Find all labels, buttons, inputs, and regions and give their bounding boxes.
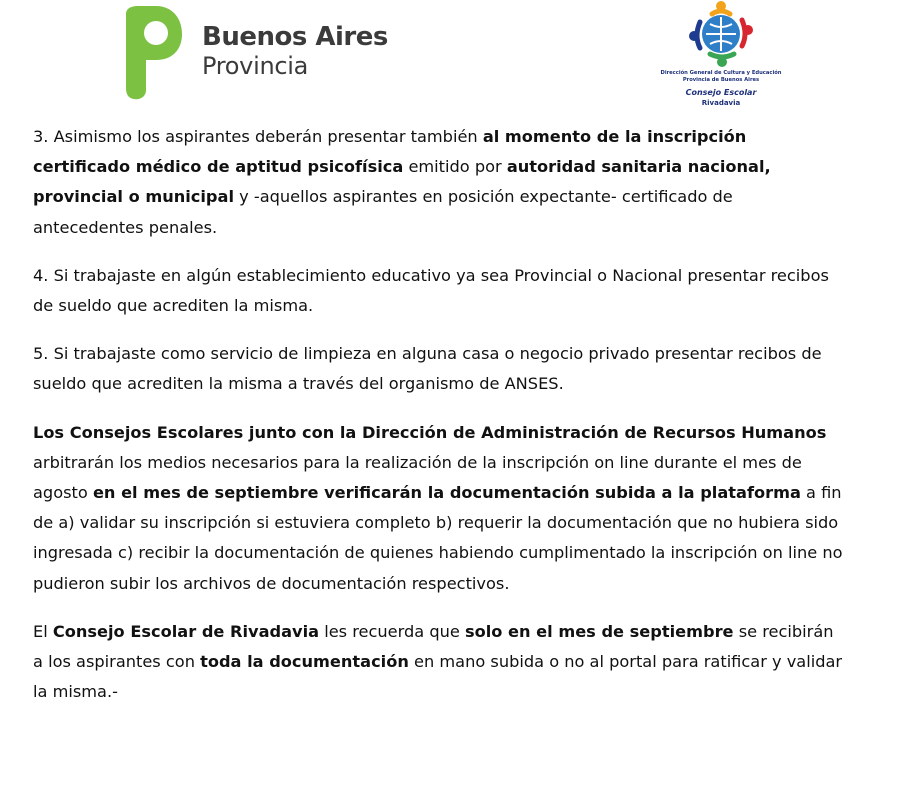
text-run: a fin de a) validar su inscripción si estuviera completo b) requerir la documentación que no hubiera sido ingresada c) recibir la documentación de quienes habiendo cumplimentado la inscripción on line no pudieron subir los archivos de documentación respectivos. — [33, 483, 843, 593]
bold-text-run: autoridad sanitaria nacional, provincial o municipal — [33, 157, 771, 207]
text-run: 3. Asimismo los aspirantes deberán presentar también — [33, 127, 483, 146]
paragraph-item-5 — [33, 339, 845, 399]
text-run: 4. Si trabajaste en algún establecimiento educativo ya sea Provincial o Nacional presentar recibos de sueldo que acrediten la misma. — [33, 265, 829, 316]
document-header — [0, 0, 911, 120]
text-run: El — [33, 621, 53, 641]
document-body — [33, 122, 845, 725]
provincia-p-logo-icon — [112, 4, 184, 100]
text-run: se recibirán a los aspirantes con — [33, 621, 834, 672]
text-run: arbitrarán los medios necesarios para la realización de la inscripción on line durante el mes de agosto — [33, 452, 802, 503]
bold-text-run: Consejo Escolar de Rivadavia — [52, 621, 320, 641]
bold-text-run: al momento de la inscripción certificado médico de aptitud psicofísica — [33, 127, 747, 177]
buenos-aires-provincia-logo — [112, 4, 392, 104]
text-run: les recuerda que — [319, 621, 465, 641]
logo-line-province: Provincia de Buenos Aires — [682, 77, 760, 83]
text-run: en mano subida o no al portal para ratificar y validar la misma.- — [33, 652, 843, 702]
logo-line-rivadavia: Rivadavia — [701, 99, 741, 107]
logo-line-consejo: Consejo Escolar — [685, 88, 757, 97]
text-run: y -aquellos aspirantes en posición expectante- certificado de antecedentes penales. — [33, 187, 733, 237]
paragraph-item-3 — [33, 122, 845, 243]
paragraph-consejos-escolares — [33, 418, 845, 599]
bold-text-run: toda la documentación — [200, 652, 409, 672]
text-run: emitido por — [403, 157, 507, 177]
logo-line-dgce: Dirección General de Cultura y Educación — [660, 70, 782, 76]
paragraph-item-4 — [33, 261, 845, 321]
logo-subname: Provincia — [202, 52, 309, 80]
bold-text-run: Los Consejos Escolares junto con la Dirección de Administración de Recursos Humanos — [33, 422, 827, 442]
text-run: 5. Si trabajaste como servicio de limpieza en alguna casa o negocio privado presentar recibos de sueldo que acrediten la misma a través del organismo de ANSES. — [33, 344, 822, 394]
bold-text-run: en el mes de septiembre verificarán la documentación subida a la plataforma — [92, 483, 801, 503]
bold-text-run: solo en el mes de septiembre — [464, 621, 734, 641]
consejo-escolar-emblem-icon — [686, 0, 756, 68]
logo-name: Buenos Aires — [202, 22, 388, 52]
paragraph-consejo-rivadavia — [33, 617, 845, 708]
consejo-escolar-logo — [658, 0, 784, 118]
